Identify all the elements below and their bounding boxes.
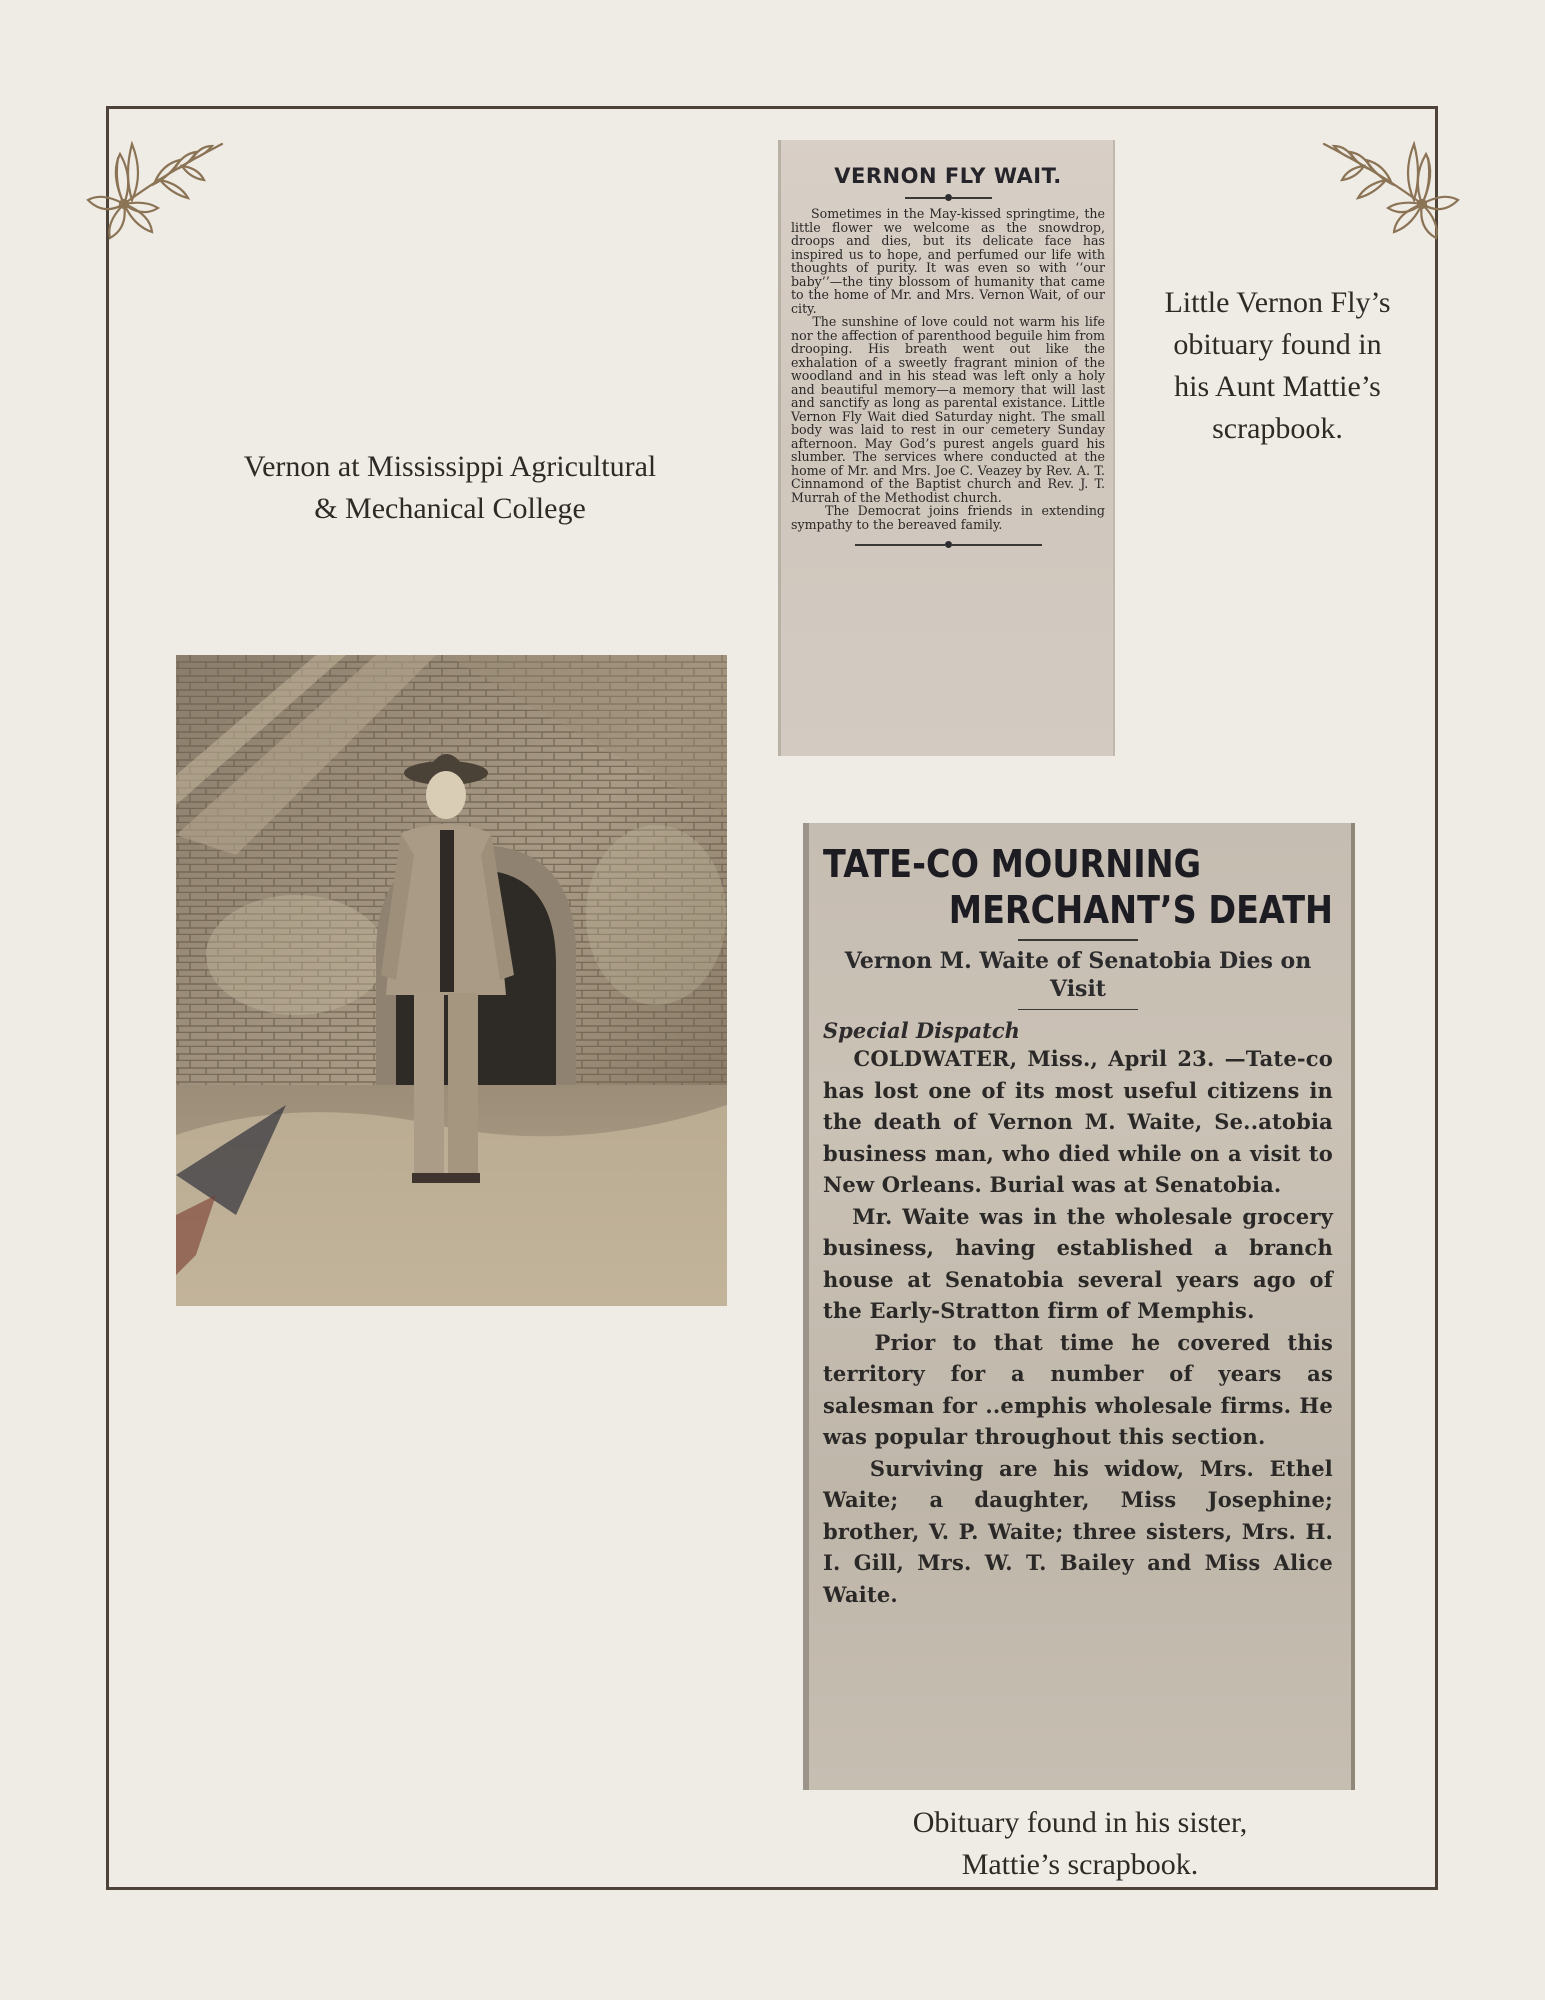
clipping-body: COLDWATER, Miss., April 23. —Tate-co has lost one of its most useful citizens in the death of Vernon M. Waite, Se..atobia business man, who died while on a visit to New Orleans. Burial was at Senatobia. Mr. Waite was in the wholesale grocery business, having established a branch house at Senatobia several years ago of the Early-Stratton firm of Memphis. Prior to that time he covered this territory for a number of years as salesman for ..emphis wholesale firms. He was popular throughout this section. Surviving are his widow, Mrs. Ethel Waite; a daughter, Miss Josephine; brother, V. P. Waite; three sisters, Mrs. H. I. Gill, Mrs. W. T. Bailey and Miss Alice Waite. bbox=[823, 1046, 1333, 1607]
clipping-subheadline: Vernon M. Waite of Senatobia Dies on Visit bbox=[844, 947, 1312, 1002]
vernon-photograph bbox=[176, 655, 727, 1306]
caption-sister-scrapbook: Obituary found in his sister, Mattie’s scrapbook. bbox=[912, 1806, 1248, 1881]
floral-corner-ornament-icon bbox=[1320, 104, 1462, 242]
clipping-headline-line-2: MERCHANT’S DEATH bbox=[948, 888, 1333, 932]
floral-corner-ornament-icon bbox=[84, 104, 226, 242]
caption-little-vernon-obituary: Little Vernon Fly’s obituary found in his Aunt Mattie’s scrapbook. bbox=[1164, 286, 1391, 445]
divider bbox=[823, 1009, 1333, 1011]
divider bbox=[791, 541, 1105, 548]
tate-co-mourning-obituary-clipping bbox=[803, 823, 1355, 1790]
clipping-headline-line-1: TATE-CO MOURNING bbox=[823, 842, 1202, 886]
clipping-dispatch-label: Special Dispatch bbox=[823, 1018, 1020, 1043]
divider bbox=[823, 939, 1333, 941]
vernon-fly-wait-obituary-clipping bbox=[778, 140, 1115, 756]
clipping-body: Sometimes in the May-kissed springtime, the little flower we welcome as the snowdrop, droops and dies, but its delicate face has inspired us to hope, and perfumed our life with thoughts of purity. It was even so with ‘‘our baby’’—the tiny blossom of humanity that came to the home of Mr. and Mrs. Vernon Wait, of our city. The sunshine of love could not warm his life nor the affection of parenthood beguile him from drooping. His breath went out like the exhalation of a sweetly fragrant minion of the woodland and in his stead was left only a holy and beautiful memory—a memory that will last and sanctify as long as parental existance. Little Vernon Fly Wait died Saturday night. The small body was laid to rest in our cemetery Sunday afternoon. May God’s purest angels guard his slumber. The services where conducted at the home of Mr. and Mrs. Joe C. Veazey by Rev. A. T. Cinnamond of the Baptist church and Rev. J. T. Murrah of the Methodist church. The Democrat joins friends in extending sympathy to the bereaved family. bbox=[791, 206, 1106, 532]
clipping-headline: VERNON FLY WAIT. bbox=[834, 164, 1062, 188]
caption-vernon-college: Vernon at Mississippi Agricultural & Mechanical College bbox=[243, 450, 657, 525]
divider bbox=[791, 194, 1105, 201]
